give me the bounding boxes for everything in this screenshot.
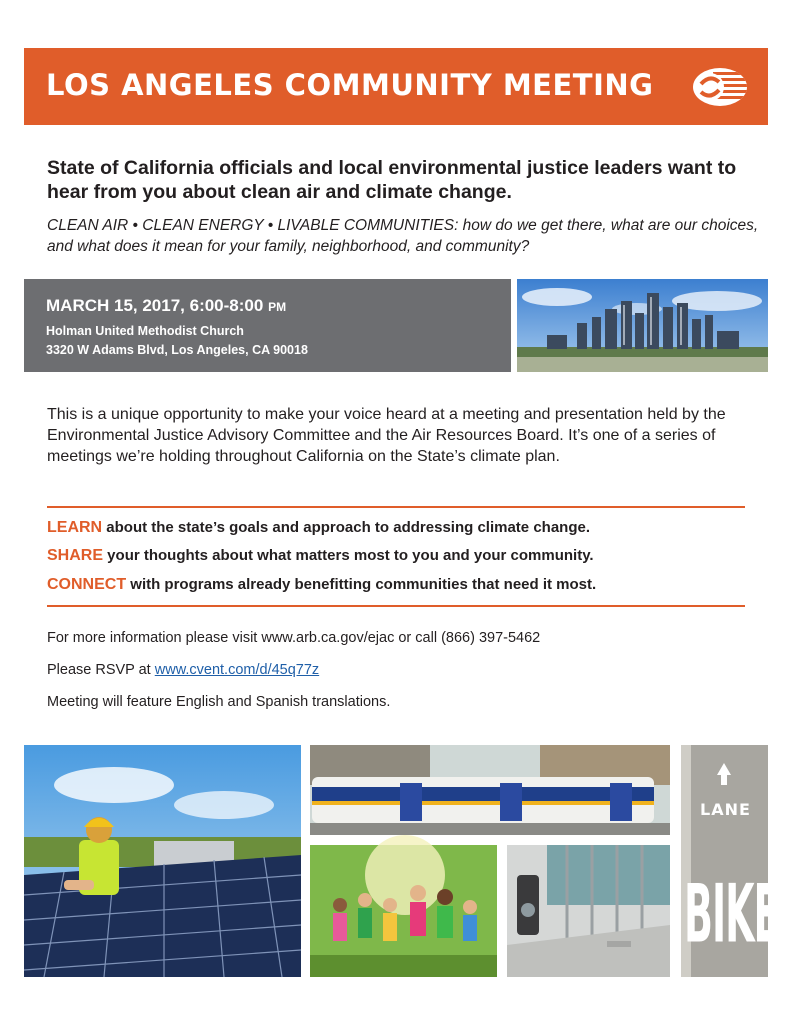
more-info-text: For more information please visit www.arb.ca.gov/ejac or call (866) 397-5462 bbox=[47, 630, 541, 646]
action-text: about the state’s goals and approach to addressing climate change. bbox=[102, 519, 590, 536]
bike-lane-label-bike: BIKE bbox=[684, 868, 779, 961]
action-text: your thoughts about what matters most to you and your community. bbox=[103, 547, 594, 564]
los-angeles-skyline-photo bbox=[517, 279, 768, 372]
page-title: LOS ANGELES COMMUNITY MEETING bbox=[46, 68, 654, 102]
divider-bottom bbox=[47, 605, 745, 607]
action-text: with programs already benefitting communities that need it most. bbox=[126, 576, 597, 593]
action-learn bbox=[47, 519, 767, 537]
rsvp-text bbox=[47, 662, 319, 678]
bike-lane-label-lane: LANE bbox=[700, 800, 751, 819]
ev-charging-station-photo bbox=[507, 845, 670, 977]
action-keyword: SHARE bbox=[47, 547, 104, 564]
solar-panel-worker-photo bbox=[24, 745, 301, 977]
headline: State of California officials and local environmental justice leaders want to hear from you about clean air and climate change. bbox=[47, 157, 737, 203]
event-venue: Holman United Methodist Church bbox=[46, 324, 244, 338]
intro-paragraph: This is a unique opportunity to make your voice heard at a meeting and presentation held by the Environmental Justice Advisory Committee and the Air Resources Board. It’s one of a series of meetings we’re holding throughout California on the State’s climate plan. bbox=[47, 406, 726, 465]
rsvp-prefix: Please RSVP at bbox=[47, 662, 155, 678]
event-date-text: MARCH 15, 2017, 6:00-8:00 bbox=[46, 296, 264, 315]
arb-logo-icon bbox=[693, 68, 747, 106]
divider-top bbox=[47, 506, 745, 508]
action-share bbox=[47, 547, 767, 565]
event-pm: PM bbox=[268, 300, 287, 314]
event-date bbox=[46, 296, 286, 316]
action-keyword: LEARN bbox=[47, 519, 103, 536]
header-banner bbox=[24, 48, 768, 125]
children-running-photo bbox=[310, 845, 497, 977]
action-keyword: CONNECT bbox=[47, 576, 127, 593]
event-details bbox=[24, 279, 511, 372]
action-connect bbox=[47, 576, 767, 594]
subhead: CLEAN AIR • CLEAN ENERGY • LIVABLE COMMUNITIES: how do we get there, what are our choices, and what does it mean for your family, neighborhood, and community? bbox=[47, 217, 759, 255]
translations-text: Meeting will feature English and Spanish translations. bbox=[47, 694, 391, 710]
rsvp-link[interactable]: www.cvent.com/d/45q77z bbox=[154, 662, 320, 678]
light-rail-train-photo bbox=[310, 745, 670, 835]
event-address: 3320 W Adams Blvd, Los Angeles, CA 90018 bbox=[46, 343, 308, 357]
